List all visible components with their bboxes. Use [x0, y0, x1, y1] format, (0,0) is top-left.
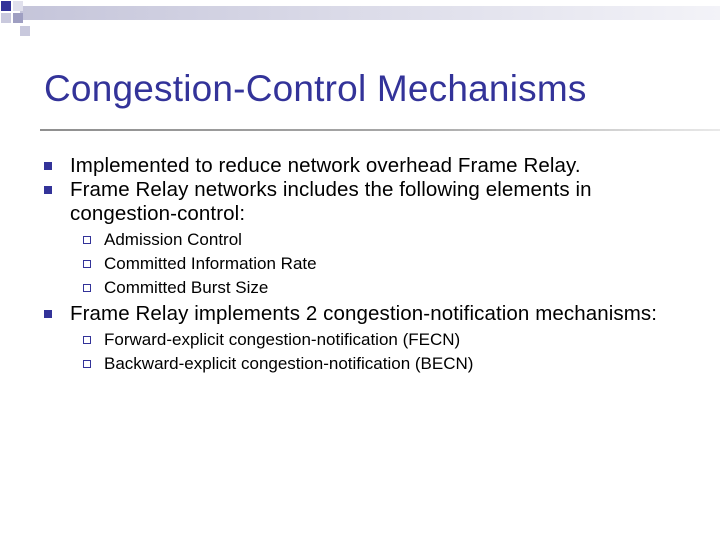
hollow-square-bullet-icon [83, 284, 91, 292]
decor-square-light [13, 1, 23, 11]
sub-bullet-item [40, 276, 680, 300]
decor-band [20, 6, 720, 20]
sub-bullet-text: Backward-explicit congestion-notification (BECN) [104, 354, 474, 373]
square-bullet-icon [44, 162, 52, 170]
decor-square-dark [1, 1, 11, 11]
bullet-item [40, 154, 680, 178]
hollow-square-bullet-icon [83, 260, 91, 268]
bullet-text: Implemented to reduce network overhead Frame Relay. [70, 154, 581, 177]
bullet-text: Frame Relay networks includes the following elements in congestion-control: [70, 178, 592, 225]
bullet-item [40, 302, 680, 326]
corner-decoration [0, 0, 720, 50]
sub-bullet-text: Committed Burst Size [104, 278, 269, 297]
bullet-text: Frame Relay implements 2 congestion-notification mechanisms: [70, 302, 658, 325]
decor-square-light [1, 13, 11, 23]
sub-bullet-text: Admission Control [104, 230, 242, 249]
hollow-square-bullet-icon [83, 360, 91, 368]
sub-bullet-item [40, 328, 680, 352]
square-bullet-icon [44, 310, 52, 318]
hollow-square-bullet-icon [83, 336, 91, 344]
title-divider [40, 129, 720, 131]
square-bullet-icon [44, 186, 52, 194]
decor-square-light [20, 26, 30, 36]
bullet-list [40, 154, 680, 376]
sub-bullet-item [40, 252, 680, 276]
sub-bullet-item [40, 352, 680, 376]
sub-bullet-item [40, 228, 680, 252]
hollow-square-bullet-icon [83, 236, 91, 244]
slide-title: Congestion-Control Mechanisms [44, 68, 587, 109]
sub-bullet-text: Forward-explicit congestion-notification (FECN) [104, 330, 461, 349]
bullet-item [40, 178, 680, 226]
sub-bullet-text: Committed Information Rate [104, 254, 317, 273]
decor-square-light [13, 13, 23, 23]
